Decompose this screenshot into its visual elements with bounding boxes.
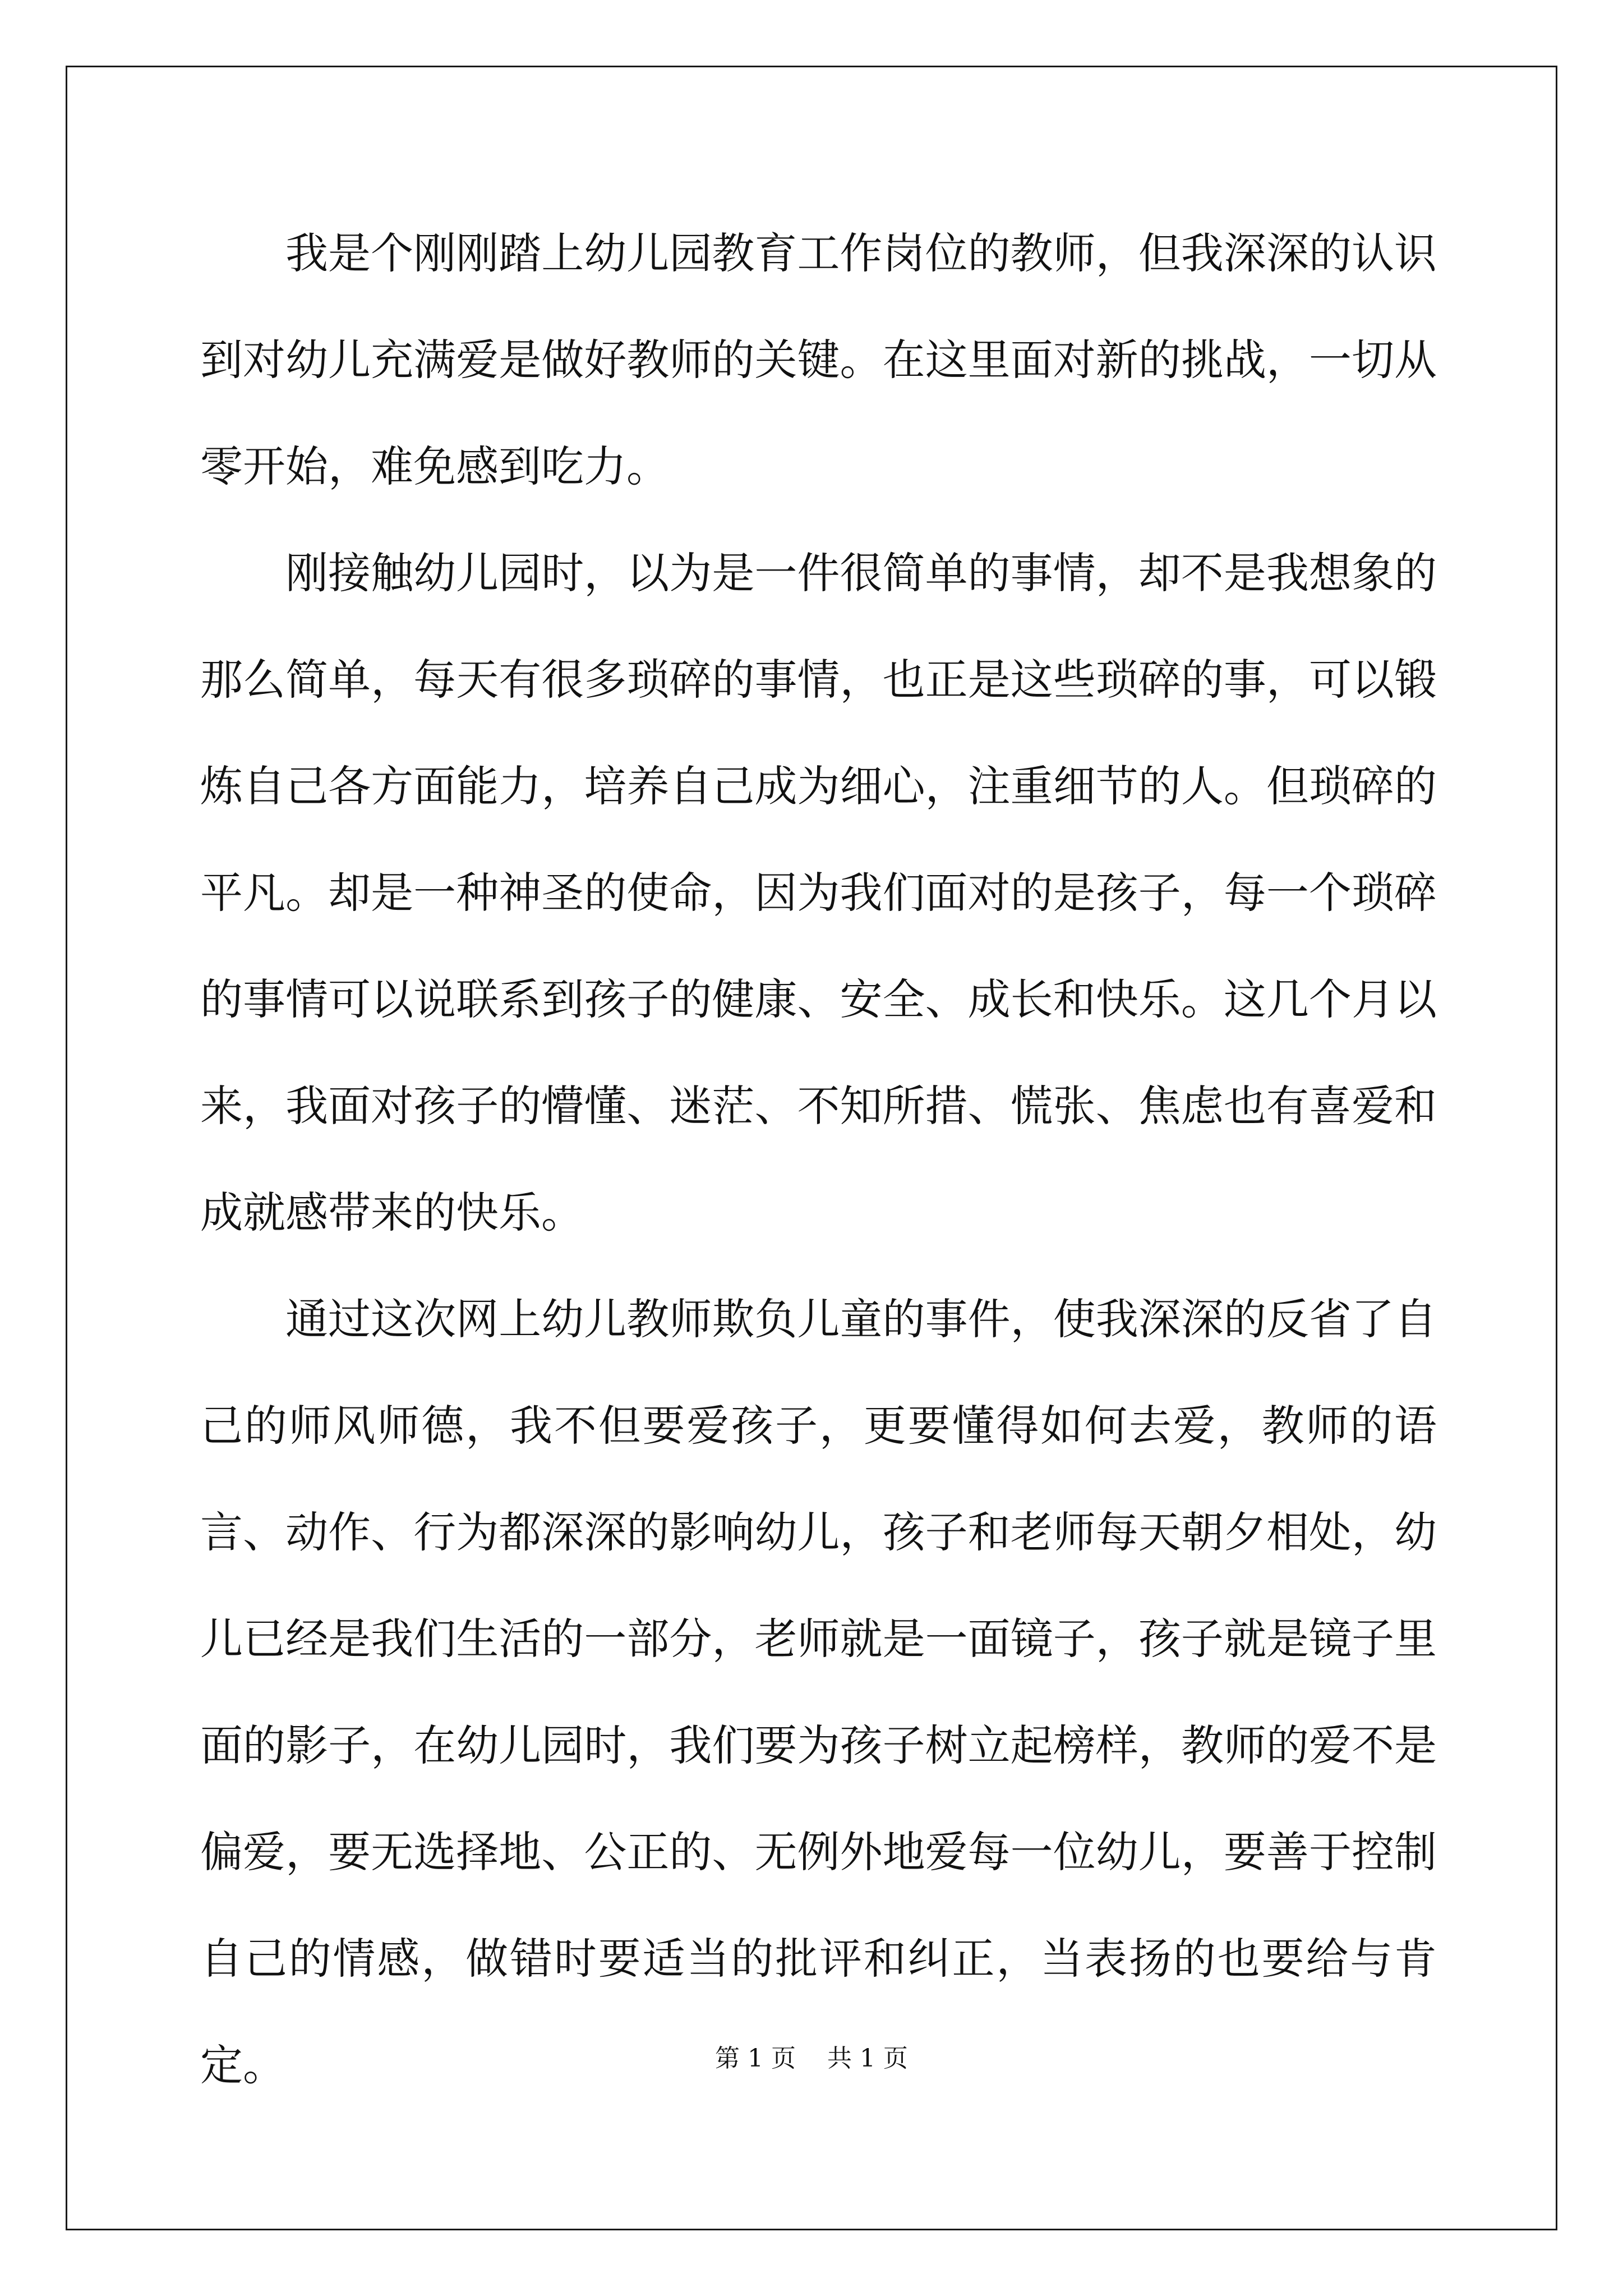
document-body: [200, 200, 1437, 2119]
page-number-footer: 第 1 页 共 1 页: [715, 2044, 908, 2073]
paragraph-1: 我是个刚刚踏上幼儿园教育工作岗位的教师，但我深深的认识到对幼儿充满爱是做好教师的关键。在这里面对新的挑战，一切从零开始，难免感到吃力。: [200, 228, 1437, 491]
paragraph-3: 通过这次网上幼儿教师欺负儿童的事件，使我深深的反省了自己的师风师德，我不但要爱孩子，更要懂得如何去爱，教师的语言、动作、行为都深深的影响幼儿，孩子和老师每天朝夕相处，幼儿已经是我们生活的一部分，老师就是一面镜子，孩子就是镜子里面的影子，在幼儿园时，我们要为孩子树立起榜样，教师的爱不是偏爱，要无选择地、公正的、无例外地爱每一位幼儿，要善于控制自己的情感，做错时要适当的批评和纠正，当表扬的也要给与肯定。: [200, 1294, 1437, 2090]
paragraph-2: 刚接触幼儿园时，以为是一件很简单的事情，却不是我想象的那么简单，每天有很多琐碎的事情，也正是这些琐碎的事，可以锻炼自己各方面能力，培养自己成为细心，注重细节的人。但琐碎的平凡。却是一种神圣的使命，因为我们面对的是孩子，每一个琐碎的事情可以说联系到孩子的健康、安全、成长和快乐。这几个月以来，我面对孩子的懵懂、迷茫、不知所措、慌张、焦虑也有喜爱和成就感带来的快乐。: [200, 548, 1437, 1237]
